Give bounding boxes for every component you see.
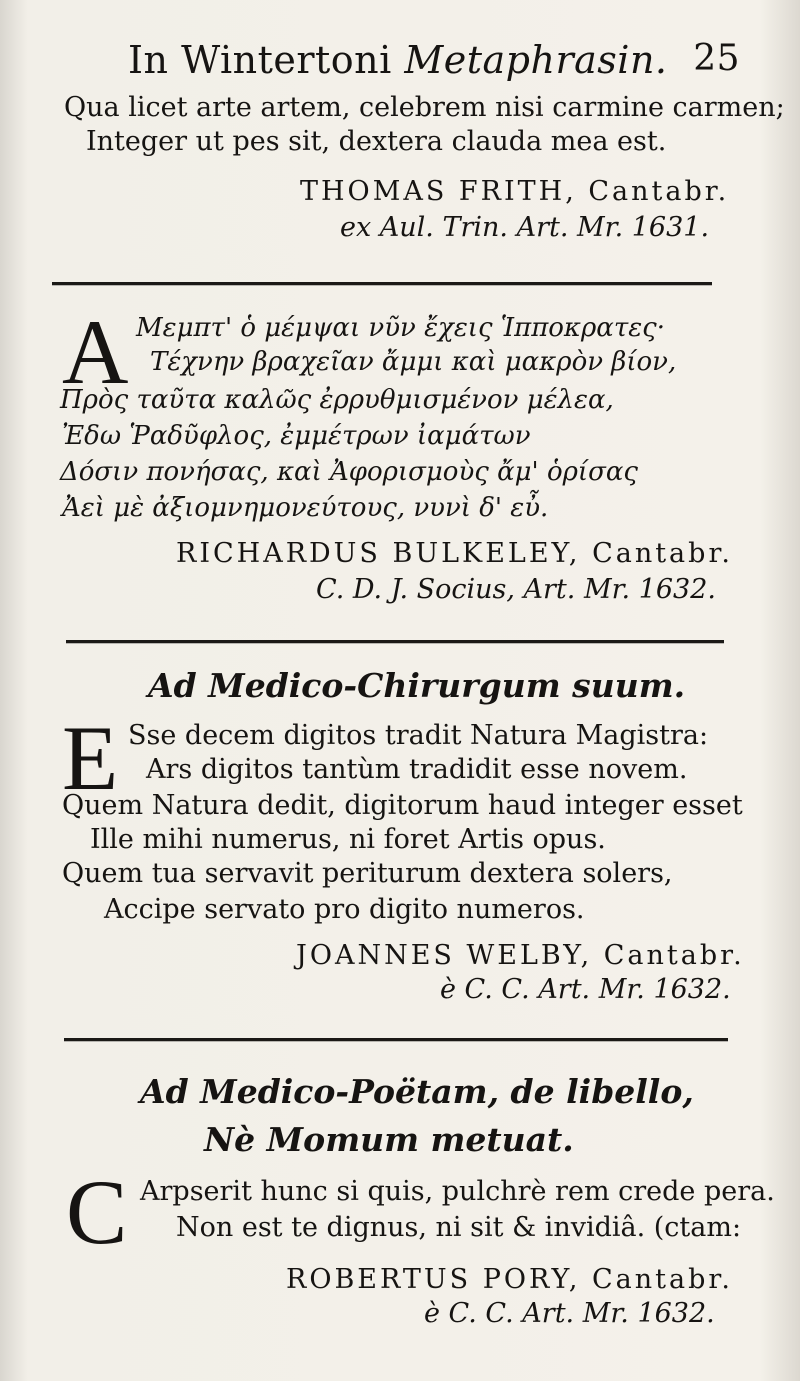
poem1-line-1: Qua licet arte artem, celebrem nisi carmine carmen;	[64, 92, 785, 123]
poem3-line-1: Sse decem digitos tradit Natura Magistra:	[128, 720, 709, 751]
poem1-affiliation: ex Aul. Trin. Art. Mr. 1631.	[340, 212, 710, 243]
poem3-dropcap: E	[62, 707, 119, 809]
poem2-line-5: Δόσιν πονήσας, καὶ Ἀφορισμοὺς ἄμ' ὁρίσας	[60, 457, 638, 487]
poem4-line-1: Arpserit hunc si quis, pulchrè rem crede pera.	[140, 1176, 775, 1207]
poem1-author: THOMAS FRITH, Cantabr.	[300, 176, 730, 207]
poem2-affiliation: C. D. J. Socius, Art. Mr. 1632.	[316, 574, 716, 605]
poem3-line-4: Ille mihi numerus, ni foret Artis opus.	[90, 824, 606, 855]
poem2-dropcap: A	[62, 301, 129, 403]
section-rule-1	[52, 282, 712, 285]
poem3-line-2: Ars digitos tantùm tradidit esse novem.	[146, 754, 688, 785]
section-rule-2	[66, 640, 724, 643]
poem2-author: RICHARDUS BULKELEY, Cantabr.	[176, 538, 733, 569]
poem2-line-1: Μεμπτ' ὁ μέμψαι νῦν ἔχεις Ἱπποκρατες·	[136, 313, 665, 343]
section-rule-3	[64, 1038, 728, 1041]
poem2-line-3: Πρὸς ταῦτα καλῶς ἐρρυθμισμένον μέλεα,	[60, 385, 614, 415]
poem2-line-6: Ἀεὶ μὲ ἀξιομνημονεύτους, νυνὶ δ' εὖ.	[62, 493, 549, 523]
poem3-line-5: Quem tua servavit periturum dextera solers,	[62, 858, 673, 889]
poem3-line-3: Quem Natura dedit, digitorum haud integer esset	[62, 790, 743, 821]
poem4-affiliation: è C. C. Art. Mr. 1632.	[424, 1298, 715, 1329]
poem2-line-2: Τέχνην βραχεῖαν ἄμμι καὶ μακρὸν βίον,	[150, 347, 677, 377]
poem4-heading-1: Ad Medico-Poëtam, de libello,	[140, 1072, 694, 1111]
running-header	[110, 38, 740, 88]
poem2-line-4: Ἐδω Ῥαδῦφλος, ἐμμέτρων ἰαμάτων	[62, 421, 531, 451]
poem3-heading: Ad Medico-Chirurgum suum.	[148, 666, 686, 705]
page-number: 25	[693, 38, 740, 79]
poem3-author: JOANNES WELBY, Cantabr.	[296, 940, 745, 971]
poem3-affiliation: è C. C. Art. Mr. 1632.	[440, 974, 731, 1005]
poem4-author: ROBERTUS PORY, Cantabr.	[286, 1264, 733, 1295]
poem4-dropcap: C	[66, 1161, 128, 1263]
header-title-roman: In Wintertoni	[128, 38, 405, 82]
poem4-line-2: Non est te dignus, ni sit & invidiâ. (ctam:	[176, 1212, 742, 1243]
poem1-line-2: Integer ut pes sit, dextera clauda mea est.	[86, 126, 667, 157]
header-title-italic: Metaphrasin.	[404, 38, 668, 82]
poem3-line-6: Accipe servato pro digito numeros.	[104, 894, 585, 925]
header-title	[128, 38, 668, 82]
poem4-heading-2: Nè Momum metuat.	[204, 1120, 574, 1159]
